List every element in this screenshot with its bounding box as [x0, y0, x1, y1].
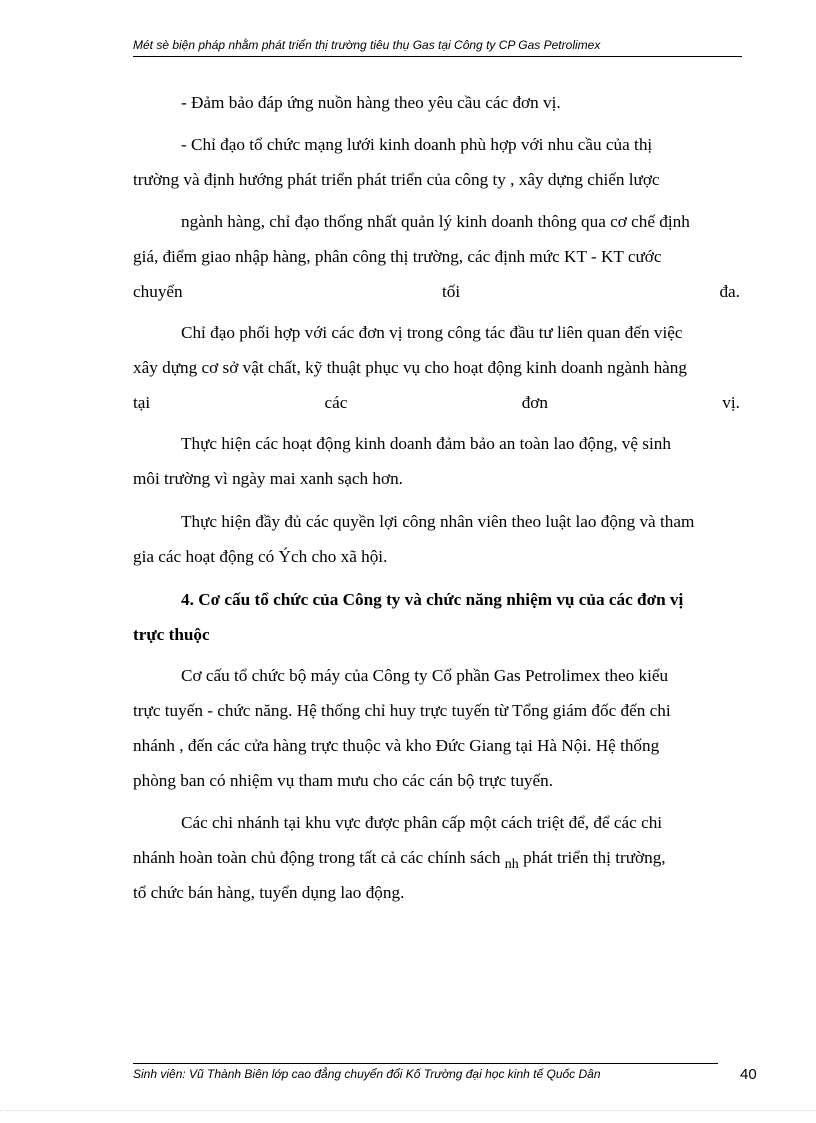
text-fragment: nh — [504, 857, 519, 872]
text-line: Chỉ đạo phối hợp với các đơn vị trong công tác đầu tư liên quan đến việc — [181, 323, 683, 342]
section-heading: trực thuộc — [133, 625, 210, 644]
word: các — [324, 393, 348, 412]
word: tối — [441, 282, 461, 301]
justified-line — [133, 386, 740, 420]
text-line: Thực hiện đầy đủ các quyền lợi công nhân viên theo luật lao động và tham — [181, 512, 695, 531]
word: chuyển — [133, 282, 183, 301]
text-line: ngành hàng, chỉ đạo thống nhất quản lý kinh doanh thông qua cơ chế định — [181, 212, 690, 231]
justified-line — [133, 275, 740, 309]
footer-divider — [133, 1063, 718, 1064]
page-edge — [0, 1110, 816, 1111]
text-line: Cơ cấu tổ chức bộ máy của Công ty Cổ phần Gas Petrolimex theo kiểu — [181, 666, 669, 685]
text-fragment: nhánh hoàn toàn chủ động trong tất cả các chính sách — [133, 848, 501, 867]
page-number: 40 — [740, 1066, 757, 1083]
text-line: phòng ban có nhiệm vụ tham mưu cho các cán bộ trực tuyến. — [133, 771, 554, 790]
text-fragment: phát triển thị trường, — [523, 848, 666, 867]
text-line: Thực hiện các hoạt động kinh doanh đảm bảo an toàn lao động, vệ sinh — [181, 434, 671, 453]
text-line: trực tuyến - chức năng. Hệ thống chỉ huy trực tuyến từ Tổng giám đốc đến chi — [133, 701, 671, 720]
word: tại — [133, 393, 151, 412]
running-footer: Sinh viên: Vũ Thành Biên lớp cao đẳng chuyển đổi Kố Trường đại học kinh tế Quốc Dân — [133, 1067, 601, 1081]
text-line: trường và định hướng phát triển phát triển của công ty , xây dựng chiến lược — [133, 170, 660, 189]
section-heading: 4. Cơ cấu tổ chức của Công ty và chức năng nhiệm vụ của các đơn vị — [181, 590, 684, 609]
word: đa. — [719, 282, 740, 301]
text-line: - Chỉ đạo tổ chức mạng lưới kinh doanh phù hợp với nhu cầu của thị — [181, 135, 653, 154]
text-line: xây dựng cơ sở vật chất, kỹ thuật phục vụ cho hoạt động kinh doanh ngành hàng — [133, 358, 687, 377]
text-line: - Đảm bảo đáp ứng nuồn hàng theo yêu cầu các đơn vị. — [181, 93, 561, 112]
text-line: tổ chức bán hàng, tuyển dụng lao động. — [133, 883, 405, 902]
text-line: nhánh , đến các cửa hàng trực thuộc và kho Đức Giang tại Hà Nội. Hệ thống — [133, 736, 660, 755]
word: vị. — [722, 393, 740, 412]
running-header: Mét sè biện pháp nhằm phát triển thị trường tiêu thụ Gas tại Công ty CP Gas Petrolimex — [133, 38, 742, 57]
text-line: gia các hoạt động có Ých cho xã hội. — [133, 547, 388, 566]
text-line: giá, điểm giao nhập hàng, phân công thị trường, các định mức KT - KT cước — [133, 247, 662, 266]
text-line: môi trường vì ngày mai xanh sạch hơn. — [133, 469, 403, 488]
word: đơn — [521, 393, 548, 412]
text-line — [133, 841, 666, 877]
text-line: Các chi nhánh tại khu vực được phân cấp một cách triệt để, để các chi — [181, 813, 663, 832]
